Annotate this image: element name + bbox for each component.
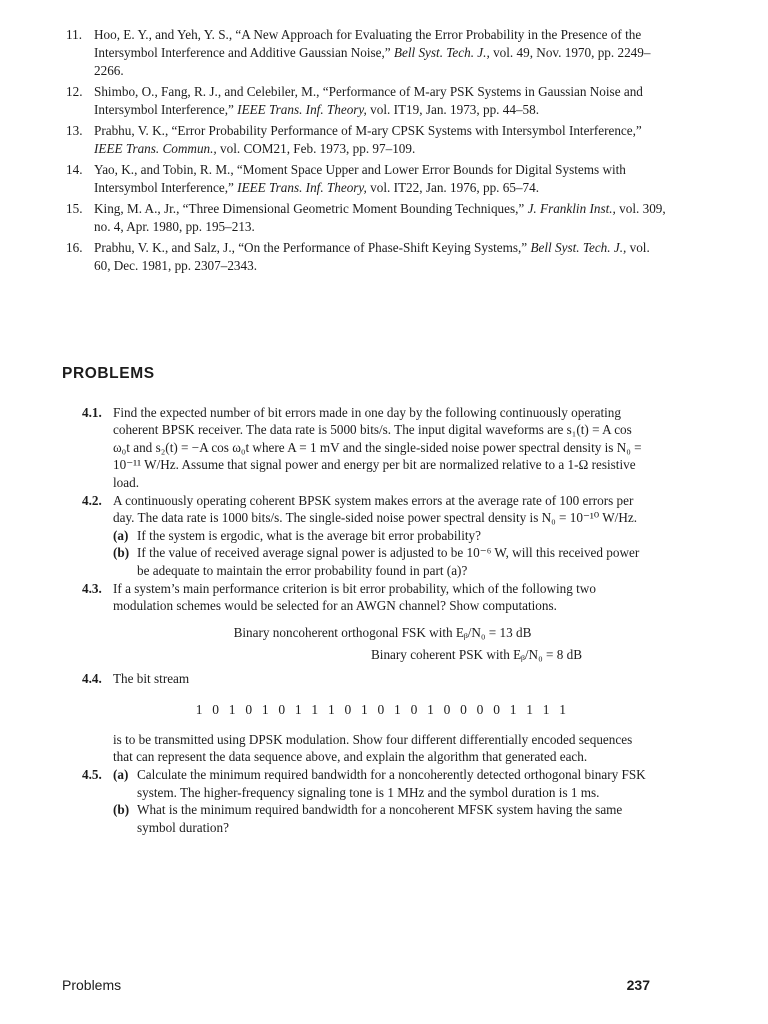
problem-number: 4.4. bbox=[82, 670, 102, 686]
reference-text bbox=[94, 83, 666, 119]
reference-number: 11. bbox=[66, 27, 82, 42]
section-heading: PROBLEMS bbox=[62, 365, 155, 382]
problem-number: 4.3. bbox=[82, 581, 102, 597]
problem-part-a bbox=[113, 766, 652, 801]
reference-item bbox=[66, 83, 666, 119]
reference-volume-pages: vol. 309, no. 4, Apr. 1980, pp. 195–213. bbox=[94, 201, 666, 234]
reference-text bbox=[94, 161, 666, 197]
reference-authors-title: Shimbo, O., Fang, R. J., and Celebiler, M., “Performance of M-ary PSK Systems in Gaussian Noise and Intersymbol Interference,” bbox=[94, 84, 643, 117]
reference-text bbox=[94, 122, 666, 158]
equation-fsk: Binary noncoherent orthogonal FSK with Eᵦ/N₀ = 13 dB bbox=[233, 624, 532, 640]
reference-journal: IEEE Trans. Commun., bbox=[94, 141, 217, 156]
problem-text: The bit stream bbox=[113, 670, 190, 686]
reference-volume-pages: vol. 60, Dec. 1981, pp. 2307–2343. bbox=[94, 240, 650, 273]
problem-part-b bbox=[113, 801, 652, 836]
reference-authors-title: King, M. A., Jr., “Three Dimensional Geometric Moment Bounding Techniques,” bbox=[94, 201, 528, 216]
bit-stream: 1 0 1 0 1 0 1 1 1 0 1 0 1 0 1 0 0 0 0 1 1 1 1 bbox=[195, 702, 570, 718]
reference-volume-pages: vol. COM21, Feb. 1973, pp. 97–109. bbox=[216, 141, 416, 156]
reference-authors-title: Prabhu, V. K., and Salz, J., “On the Performance of Phase-Shift Keying Systems,” bbox=[94, 240, 531, 255]
reference-number: 13. bbox=[66, 123, 83, 138]
reference-text bbox=[94, 200, 666, 236]
problem-list bbox=[82, 404, 652, 837]
problem-part-a bbox=[113, 527, 652, 544]
problem-number: 4.2. bbox=[82, 493, 102, 509]
reference-number: 12. bbox=[66, 84, 83, 99]
problem-part-b bbox=[113, 544, 652, 579]
reference-journal: Bell Syst. Tech. J., bbox=[393, 45, 490, 60]
problem-text-continued: is to be transmitted using DPSK modulation. Show four different differentially encoded sequences that can represent the data sequence above, and explain the algorithm that generated each. bbox=[113, 731, 633, 764]
part-label: (b) bbox=[113, 545, 130, 561]
part-label: (a) bbox=[113, 767, 129, 783]
reference-item bbox=[66, 161, 666, 197]
part-text: If the value of received average signal power is adjusted to be 10⁻⁶ W, will this received power be adequate to maintain the error probability found in part (a)? bbox=[137, 545, 640, 578]
reference-list bbox=[66, 26, 666, 278]
reference-journal: IEEE Trans. Inf. Theory, bbox=[237, 102, 367, 117]
reference-authors-title: Yao, K., and Tobin, R. M., “Moment Space Upper and Lower Error Bounds for Digital Systems with Intersymbol Interference,” bbox=[94, 162, 626, 195]
problem-number: 4.1. bbox=[82, 405, 102, 420]
reference-authors-title: Hoo, E. Y., and Yeh, Y. S., “A New Approach for Evaluating the Error Probability in the Presence of the Intersymbol Interference and Additive Gaussian Noise,” bbox=[94, 27, 642, 60]
problem-text: If a system’s main performance criterion is bit error probability, which of the following two modulation schemes would be selected for an AWGN channel? Show computations. bbox=[113, 581, 596, 614]
running-footer: Problems bbox=[62, 977, 122, 993]
part-label: (b) bbox=[113, 802, 130, 818]
reference-number: 15. bbox=[66, 201, 83, 216]
problem-4-2 bbox=[82, 492, 652, 579]
reference-item bbox=[66, 239, 666, 275]
reference-item bbox=[66, 26, 666, 80]
problem-number: 4.5. bbox=[82, 767, 102, 783]
problem-4-5 bbox=[82, 766, 652, 836]
reference-item bbox=[66, 200, 666, 236]
reference-number: 16. bbox=[66, 240, 83, 255]
reference-volume-pages: vol. IT19, Jan. 1973, pp. 44–58. bbox=[366, 102, 540, 117]
reference-text bbox=[94, 239, 666, 275]
page-number: 237 bbox=[626, 977, 650, 993]
problem-text: Find the expected number of bit errors made in one day by the following continuously operating coherent BPSK receiver. The data rate is 5000 bits/s. The input digital waveforms are s₁(t) = A cos ω₀t and s₂(t) = −A cos ω₀t where A = 1 mV and the single-sided noise power spectral density is N₀ = 10⁻¹¹ W/Hz. Assume that signal power and energy per bit are normalized relative to a 1-Ω resistive load. bbox=[113, 405, 642, 490]
reference-journal: Bell Syst. Tech. J., bbox=[530, 240, 627, 255]
reference-authors-title: Prabhu, V. K., “Error Probability Performance of M-ary CPSK Systems with Intersymbol Interference,” bbox=[94, 123, 642, 138]
problem-text: A continuously operating coherent BPSK system makes errors at the average rate of 100 errors per day. The data rate is 1000 bits/s. The single-sided noise power spectral density is N₀ = 10⁻¹⁰ W/Hz. bbox=[113, 493, 638, 526]
reference-text bbox=[94, 26, 666, 80]
reference-volume-pages: vol. 49, Nov. 1970, pp. 2249–2266. bbox=[94, 45, 651, 78]
part-text: Calculate the minimum required bandwidth for a noncoherently detected orthogonal binary FSK system. The higher-frequency signaling tone is 1 MHz and the symbol duration is 1 ms. bbox=[137, 767, 646, 800]
reference-journal: J. Franklin Inst., bbox=[527, 201, 616, 216]
problem-4-4 bbox=[82, 670, 652, 766]
reference-volume-pages: vol. IT22, Jan. 1976, pp. 65–74. bbox=[366, 180, 540, 195]
equation-psk: Binary coherent PSK with Eᵦ/N₀ = 8 dB bbox=[371, 647, 582, 663]
reference-item bbox=[66, 122, 666, 158]
part-text: What is the minimum required bandwidth for a noncoherent MFSK system having the same symbol duration? bbox=[137, 802, 623, 835]
reference-journal: IEEE Trans. Inf. Theory, bbox=[237, 180, 367, 195]
problem-4-3 bbox=[82, 580, 652, 669]
reference-number: 14. bbox=[66, 162, 83, 177]
part-label: (a) bbox=[113, 527, 129, 543]
part-text: If the system is ergodic, what is the average bit error probability? bbox=[137, 527, 481, 543]
problem-4-1 bbox=[82, 404, 652, 491]
